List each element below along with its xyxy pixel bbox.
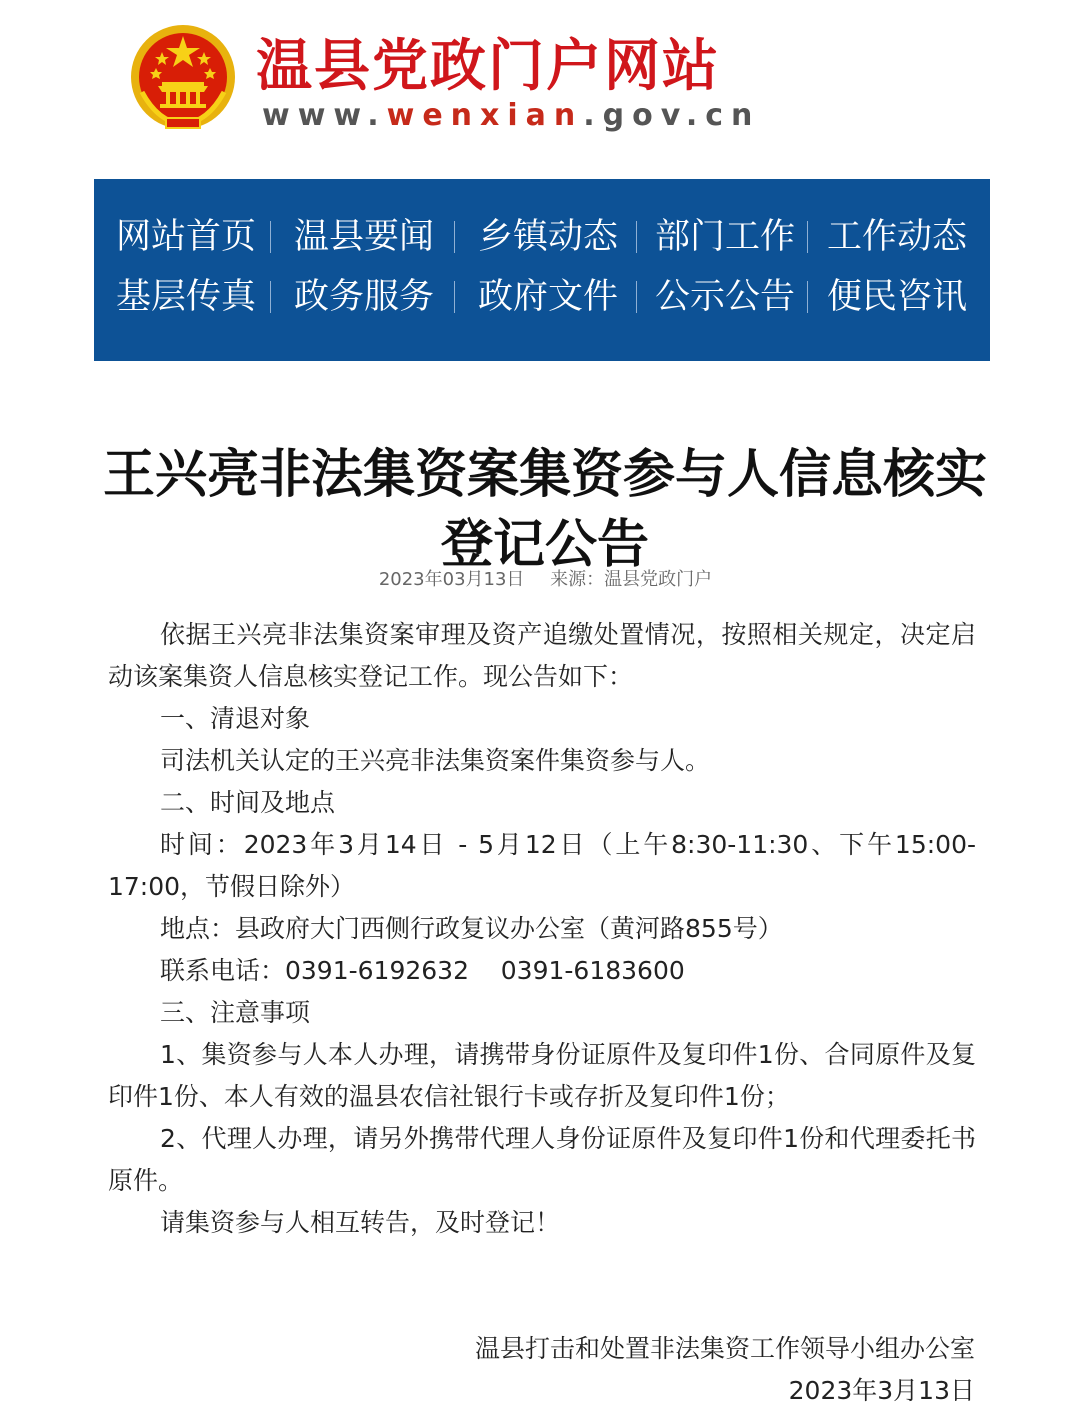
paragraph-note-1: 1、集资参与人本人办理，请携带身份证原件及复印件1份、合同原件及复印件1份、本人有效的温县农信社银行卡或存折及复印件1份；	[108, 1040, 976, 1111]
paragraph-time: 时间：2023年3月14日 - 5月12日（上午8:30-11:30、下午15:00-17:00，节假日除外）	[108, 830, 976, 901]
nav-item-grassroots[interactable]: 基层传真	[116, 277, 257, 317]
paragraph-note-2: 2、代理人办理，请另外携带代理人身份证原件及复印件1份和代理委托书原件。	[108, 1124, 976, 1195]
article-title: 王兴亮非法集资案集资参与人信息核实登记公告	[102, 444, 987, 575]
site-url-domain: wenxian	[386, 98, 584, 133]
main-nav	[94, 179, 990, 361]
nav-divider	[636, 281, 637, 313]
nav-item-public-info[interactable]: 便民咨讯	[827, 277, 968, 317]
nav-divider	[807, 221, 808, 253]
section-heading: 一、清退对象	[160, 704, 311, 733]
section-heading: 三、注意事项	[160, 998, 311, 1027]
paragraph-intro: 依据王兴亮非法集资案审理及资产追缴处置情况，按照相关规定，决定启动该案集资人信息核实登记工作。现公告如下：	[108, 620, 976, 691]
nav-item-home[interactable]: 网站首页	[116, 217, 257, 257]
site-url-suffix: .gov.cn	[583, 98, 761, 133]
nav-divider	[807, 281, 808, 313]
nav-row	[94, 207, 990, 267]
article-source: 来源：温县党政门户	[550, 569, 713, 590]
signature-org: 温县打击和处置非法集资工作领导小组办公室	[474, 1334, 975, 1363]
nav-divider	[454, 281, 455, 313]
paragraph: 司法机关认定的王兴亮非法集资案件集资参与人。	[160, 746, 711, 775]
national-emblem-icon	[128, 22, 238, 132]
publish-date: 2023年03月13日	[378, 569, 525, 590]
section-heading: 二、时间及地点	[160, 788, 336, 817]
site-header	[128, 18, 828, 138]
nav-divider	[270, 221, 271, 253]
paragraph-closing: 请集资参与人相互转告，及时登记！	[160, 1208, 561, 1237]
nav-item-announcements[interactable]: 公示公告	[655, 277, 796, 317]
article-meta	[0, 566, 1091, 594]
site-title: 温县党政门户网站	[256, 34, 720, 99]
article-body	[108, 614, 976, 1244]
nav-item-township-news[interactable]: 乡镇动态	[478, 217, 619, 257]
nav-item-county-news[interactable]: 温县要闻	[294, 217, 435, 257]
site-url	[262, 96, 760, 136]
nav-divider	[270, 281, 271, 313]
signature-block	[475, 1328, 975, 1412]
signature-date: 2023年3月13日	[788, 1376, 975, 1405]
nav-divider	[636, 221, 637, 253]
paragraph-phone: 联系电话：0391-6192632 0391-6183600	[160, 956, 685, 985]
nav-item-government-documents[interactable]: 政府文件	[478, 277, 619, 317]
paragraph-location: 地点：县政府大门西侧行政复议办公室（黄河路855号）	[160, 914, 783, 943]
nav-divider	[454, 221, 455, 253]
nav-item-government-services[interactable]: 政务服务	[294, 277, 435, 317]
site-url-prefix: www.	[262, 98, 387, 133]
nav-item-department-work[interactable]: 部门工作	[655, 217, 796, 257]
nav-item-work-news[interactable]: 工作动态	[827, 217, 968, 257]
nav-row	[94, 267, 990, 327]
